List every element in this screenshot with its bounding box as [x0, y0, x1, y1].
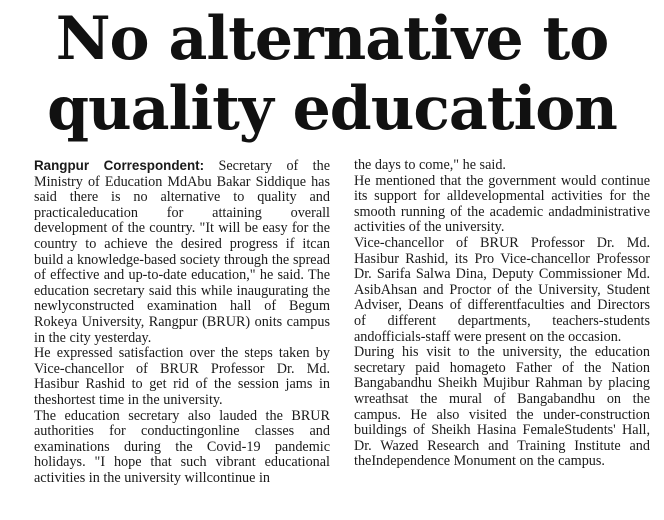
paragraph: He mentioned that the government would continue its support for alldevelopmental activities for the smooth running of the academic andadministrative activities of the university.	[354, 172, 650, 236]
headline-line-1: No alternative to	[55, 4, 609, 74]
paragraph: He expressed satisfaction over the steps taken by Vice-chancellor of BRUR Professor Dr. Md. Hasibur Rashid to get rid of the session jams in theshortest time in the university.	[34, 345, 330, 408]
article-body	[34, 158, 650, 516]
headline-line-2: quality education	[47, 74, 617, 144]
paragraph-text: Secretary of the Ministry of Education MdAbu Bakar Siddique has said there is no alternative to quality and practicaleducation for attaining overall development of the country. "It will be easy for the country to achieve the desired progress if itcan build a knowledge-based society through the spread of effective and up-to-date education," he said. The education secretary said this while inaugurating the newlyconstructed examination hall of Begum Rokeya University, Rangpur (BRUR) onits campus in the city yesterday.	[34, 158, 330, 346]
byline: Rangpur Correspondent:	[34, 158, 205, 173]
article-column-1	[34, 158, 330, 516]
paragraph: Vice-chancellor of BRUR Professor Dr. Md. Hasibur Rashid, its Pro Vice-chancellor Professor Dr. Sarifa Salwa Dina, Deputy Commissioner Md. AsibAhsan and Proctor of the University, Student Adviser, Deans of differentfaculties and Directors of different departments, teachers-students andofficials-staff were present on the occasion.	[354, 234, 650, 345]
paragraph: The education secretary also lauded the BRUR authorities for conductingonline classes and examinations during the Covid-19 pandemic holidays. "I hope that such vibrant educational activities in the university willcontinue in	[34, 407, 330, 486]
article-column-2	[354, 158, 650, 516]
paragraph: the days to come," he said.	[354, 158, 506, 173]
headline	[0, 4, 664, 144]
paragraph: During his visit to the university, the education secretary paid homageto Father of the Nation Bangabandhu Sheikh Mujibur Rahman by placing wreathsat the mural of Bangabandhu on the campus. He also visited the under-construction buildings of Sheikh Hasina FemaleStudents' Hall, Dr. Wazed Research and Training Institute and theIndependence Monument on the campus.	[354, 344, 650, 470]
paragraph	[34, 158, 330, 346]
